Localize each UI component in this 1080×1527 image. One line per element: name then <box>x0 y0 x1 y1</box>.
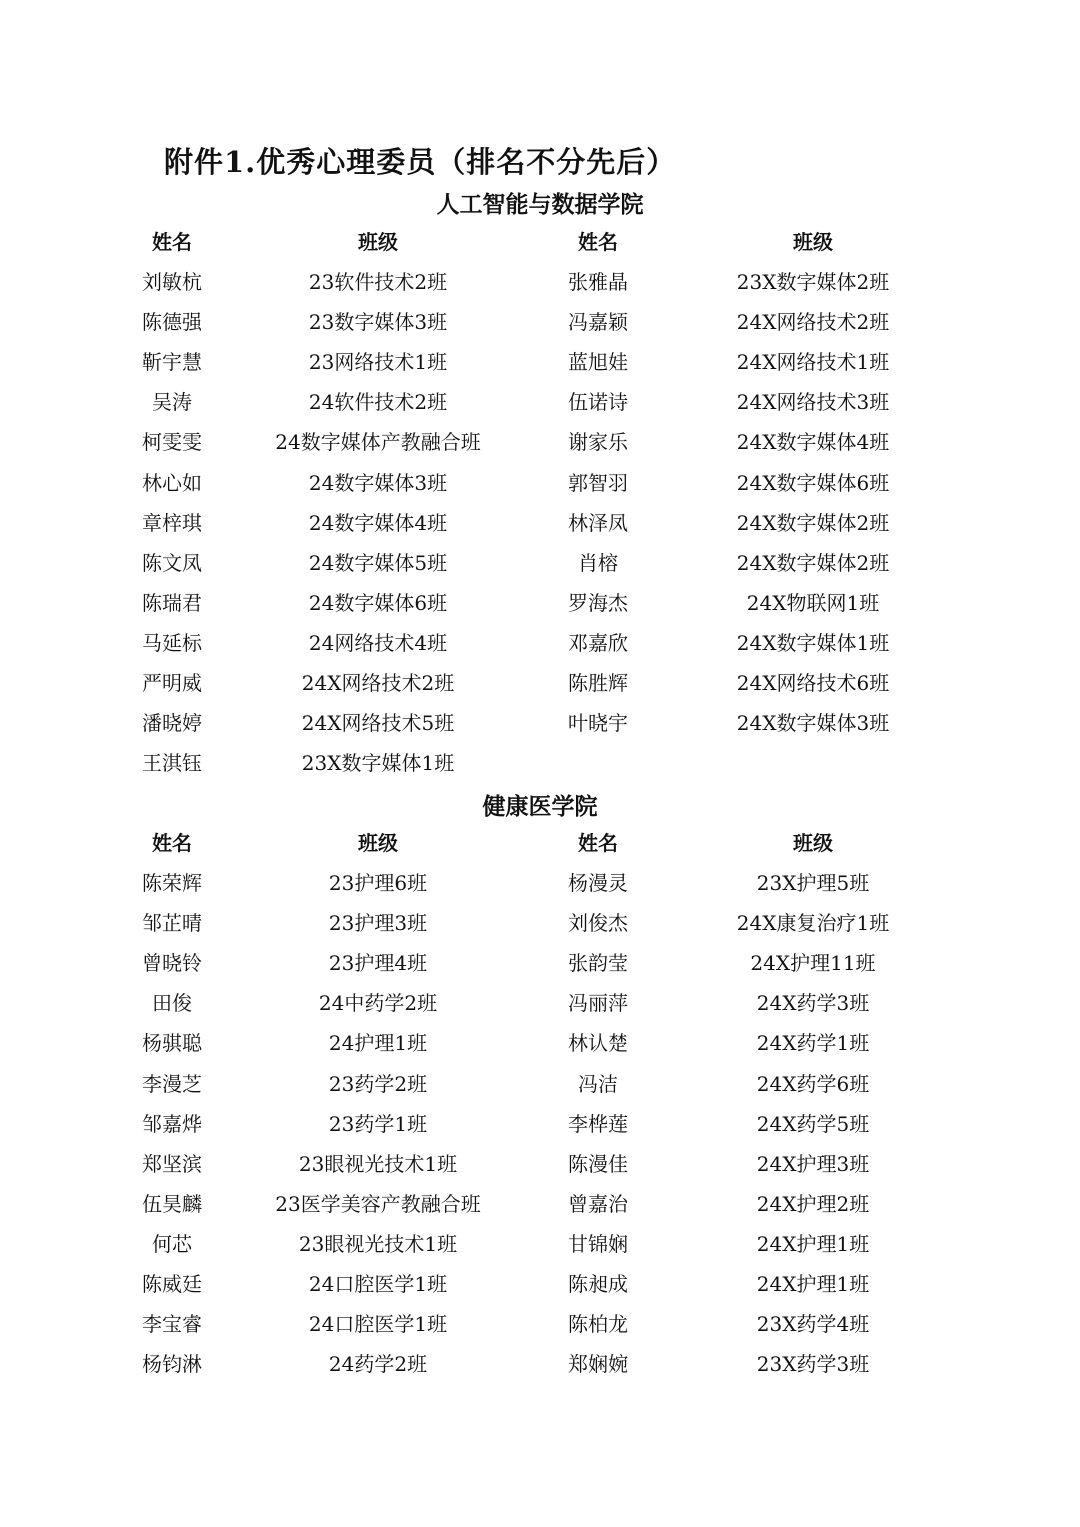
class-name: 23软件技术2班 <box>308 270 448 294</box>
student-name: 曾嘉治 <box>568 1191 628 1216</box>
table-row <box>0 1184 1080 1224</box>
class-name: 23X药学3班 <box>756 1352 870 1377</box>
table-row <box>0 983 1080 1023</box>
student-name: 陈文凤 <box>142 550 202 575</box>
student-name: 陈威廷 <box>142 1272 202 1296</box>
class-name: 24X网络技术3班 <box>736 390 890 415</box>
student-name: 冯洁 <box>578 1071 618 1096</box>
header-name: 姓名 <box>152 831 192 855</box>
table-row <box>0 1224 1080 1264</box>
class-name: 24X护理1班 <box>756 1272 870 1296</box>
class-name: 23医学美容产教融合班 <box>275 1191 481 1216</box>
student-name: 杨钧淋 <box>142 1352 202 1377</box>
student-name: 罗海杰 <box>568 590 628 615</box>
student-name: 肖榕 <box>578 550 618 575</box>
class-name: 24数字媒体4班 <box>308 510 448 535</box>
student-name: 李宝睿 <box>142 1312 202 1337</box>
class-name: 24X数字媒体4班 <box>736 430 890 455</box>
class-name: 23药学2班 <box>328 1071 428 1096</box>
table-row <box>0 302 1080 342</box>
student-name: 陈荣辉 <box>142 871 202 895</box>
student-name: 潘晓婷 <box>142 711 202 736</box>
class-name: 24X药学5班 <box>756 1111 870 1136</box>
header-class: 班级 <box>793 831 833 855</box>
student-name: 张韵莹 <box>568 951 628 976</box>
student-name: 邹芷晴 <box>142 911 202 936</box>
student-name: 陈德强 <box>142 310 202 335</box>
class-name: 24X康复治疗1班 <box>736 911 890 936</box>
student-name: 伍昊麟 <box>142 1191 202 1216</box>
class-name: 24X网络技术5班 <box>301 711 455 736</box>
class-name: 24数字媒体产教融合班 <box>275 430 481 455</box>
student-name: 王淇钰 <box>142 751 202 776</box>
class-name: 24X药学1班 <box>756 1031 870 1056</box>
class-name: 24X护理3班 <box>756 1151 870 1176</box>
student-name: 章梓琪 <box>142 510 202 535</box>
class-name: 23护理3班 <box>328 911 428 936</box>
class-name: 24X网络技术6班 <box>736 671 890 695</box>
document-title: 附件1.优秀心理委员（排名不分先后） <box>164 145 677 179</box>
header-name: 姓名 <box>578 230 618 254</box>
class-name: 23药学1班 <box>328 1111 428 1136</box>
header-class: 班级 <box>793 230 833 254</box>
student-name: 李漫芝 <box>142 1071 202 1096</box>
student-name <box>538 743 658 783</box>
student-name: 郭智羽 <box>568 470 628 495</box>
class-name: 23X护理5班 <box>756 871 870 895</box>
table-row <box>0 503 1080 543</box>
student-name: 邹嘉烨 <box>142 1111 202 1136</box>
student-name: 林认楚 <box>568 1031 628 1056</box>
student-name: 杨漫灵 <box>568 871 628 895</box>
table-header-row <box>0 222 1080 262</box>
student-name: 何芯 <box>152 1231 192 1256</box>
student-name: 陈胜辉 <box>568 671 628 695</box>
table-row <box>0 703 1080 743</box>
class-name: 24数字媒体3班 <box>308 470 448 495</box>
student-name: 陈柏龙 <box>568 1312 628 1337</box>
class-name: 24X网络技术1班 <box>736 350 890 375</box>
class-name: 24软件技术2班 <box>308 390 448 415</box>
table-row <box>0 262 1080 302</box>
table-row <box>0 382 1080 422</box>
student-name: 杨骐聪 <box>142 1031 202 1056</box>
table-row <box>0 743 1080 783</box>
student-name: 郑坚滨 <box>142 1151 202 1176</box>
student-name: 吴涛 <box>152 390 192 415</box>
table-row <box>0 342 1080 382</box>
class-name: 24口腔医学1班 <box>308 1312 448 1337</box>
header-class: 班级 <box>358 230 398 254</box>
student-name: 靳宇慧 <box>142 350 202 375</box>
student-name: 李桦莲 <box>568 1111 628 1136</box>
student-name: 林心如 <box>142 470 202 495</box>
student-name: 马延标 <box>142 630 202 655</box>
student-name: 张雅晶 <box>568 270 628 294</box>
table-row <box>0 583 1080 623</box>
class-name: 23X药学4班 <box>756 1312 870 1337</box>
class-name: 24X数字媒体2班 <box>736 510 890 535</box>
class-name: 23护理6班 <box>328 871 428 895</box>
class-name: 24数字媒体5班 <box>308 550 448 575</box>
class-name: 24X护理11班 <box>750 951 876 976</box>
header-name: 姓名 <box>578 831 618 855</box>
student-name: 陈漫佳 <box>568 1151 628 1176</box>
student-name: 冯嘉颖 <box>568 310 628 335</box>
class-name: 23眼视光技术1班 <box>298 1231 458 1256</box>
student-name: 严明威 <box>142 671 202 695</box>
class-name: 23网络技术1班 <box>308 350 448 375</box>
class-name: 23数字媒体3班 <box>308 310 448 335</box>
class-name: 24数字媒体6班 <box>308 590 448 615</box>
student-name: 叶晓宇 <box>568 711 628 736</box>
class-name: 24护理1班 <box>328 1031 428 1056</box>
table-header-row <box>0 823 1080 863</box>
student-name: 邓嘉欣 <box>568 630 628 655</box>
table-row <box>0 463 1080 503</box>
student-name: 曾晓铃 <box>142 951 202 976</box>
class-name: 24X数字媒体2班 <box>736 550 890 575</box>
class-name: 24X数字媒体3班 <box>736 711 890 736</box>
class-name: 24X物联网1班 <box>746 590 880 615</box>
table-row <box>0 943 1080 983</box>
student-name: 刘俊杰 <box>568 911 628 936</box>
student-name: 冯丽萍 <box>568 991 628 1016</box>
table-row <box>0 1104 1080 1144</box>
class-name: 24X网络技术2班 <box>301 671 455 695</box>
student-name: 陈瑞君 <box>142 590 202 615</box>
class-name: 24中药学2班 <box>318 991 438 1016</box>
table-row <box>0 863 1080 903</box>
table-row <box>0 1304 1080 1344</box>
class-name: 24网络技术4班 <box>308 630 448 655</box>
table-row <box>0 663 1080 703</box>
student-name: 田俊 <box>152 991 192 1016</box>
class-name: 23X数字媒体2班 <box>736 270 890 294</box>
student-name: 谢家乐 <box>568 430 628 455</box>
class-name: 24X药学6班 <box>756 1071 870 1096</box>
student-name: 伍诺诗 <box>568 390 628 415</box>
student-name: 刘敏杭 <box>142 270 202 294</box>
class-name: 24X护理1班 <box>756 1231 870 1256</box>
student-name: 林泽凤 <box>568 510 628 535</box>
section-title: 健康医学院 <box>482 793 598 820</box>
table-row <box>0 543 1080 583</box>
class-name: 24X护理2班 <box>756 1191 870 1216</box>
class-name: 24X数字媒体6班 <box>736 470 890 495</box>
student-name: 柯雯雯 <box>142 430 202 455</box>
student-name: 陈昶成 <box>568 1272 628 1296</box>
student-name: 蓝旭娃 <box>568 350 628 375</box>
class-name: 24药学2班 <box>328 1352 428 1377</box>
table-row <box>0 1144 1080 1184</box>
header-class: 班级 <box>358 831 398 855</box>
table-row <box>0 903 1080 943</box>
class-name: 24口腔医学1班 <box>308 1272 448 1296</box>
class-name: 23眼视光技术1班 <box>298 1151 458 1176</box>
class-name <box>683 743 943 783</box>
table-row <box>0 1064 1080 1104</box>
class-name: 24X网络技术2班 <box>736 310 890 335</box>
table-row <box>0 1344 1080 1384</box>
table-row <box>0 623 1080 663</box>
student-name: 甘锦娴 <box>568 1231 628 1256</box>
class-name: 24X数字媒体1班 <box>736 630 890 655</box>
class-name: 23护理4班 <box>328 951 428 976</box>
section-title: 人工智能与数据学院 <box>436 191 644 218</box>
class-name: 24X药学3班 <box>756 991 870 1016</box>
class-name: 23X数字媒体1班 <box>301 751 455 776</box>
table-row <box>0 1264 1080 1304</box>
header-name: 姓名 <box>152 230 192 254</box>
table-row <box>0 1023 1080 1063</box>
student-name: 郑娴婉 <box>568 1352 628 1377</box>
table-row <box>0 422 1080 462</box>
